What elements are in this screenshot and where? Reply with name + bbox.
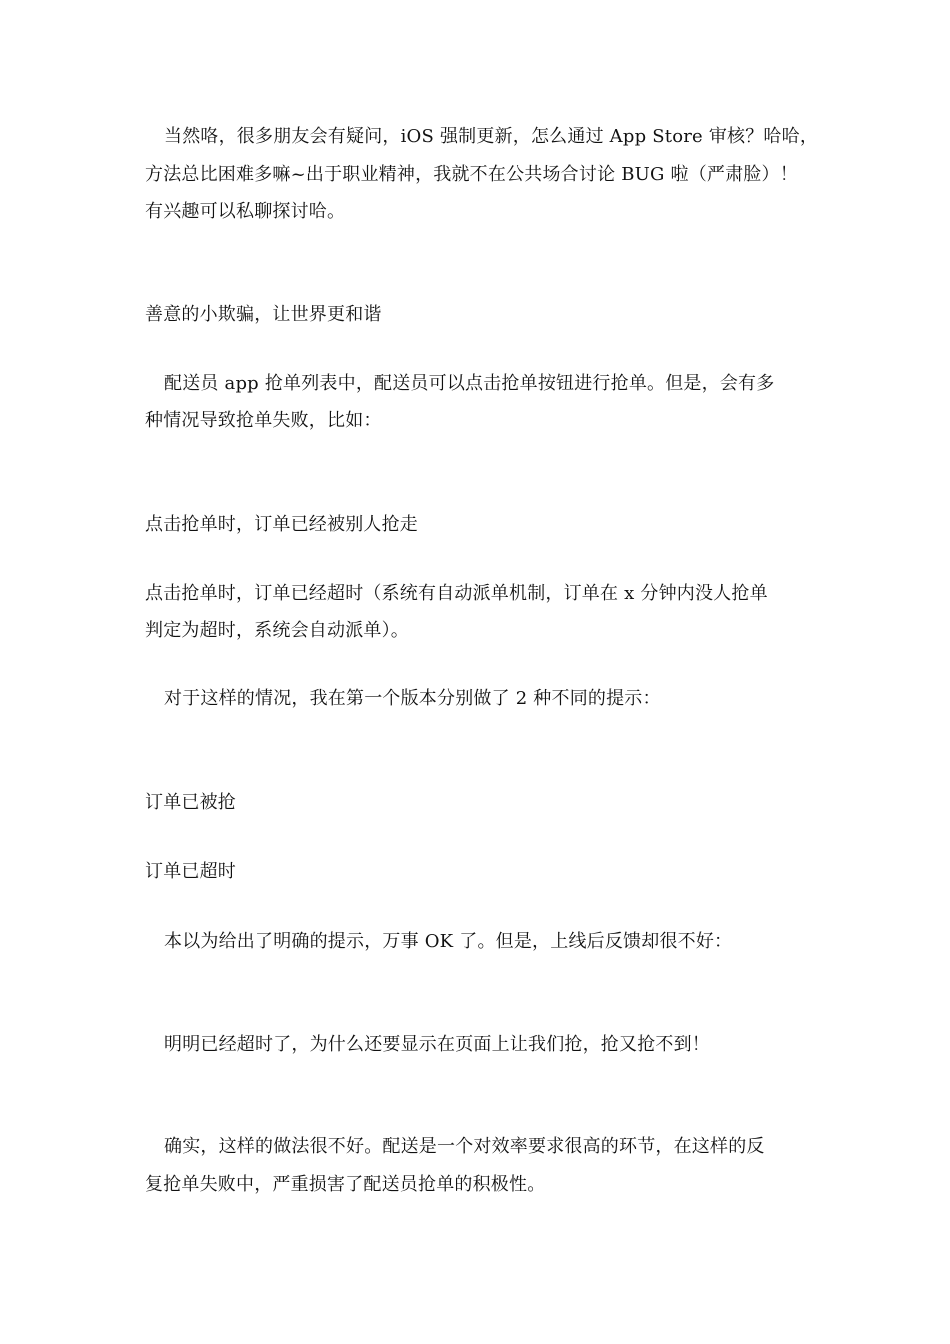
paragraph-line: 配送员 app 抢单列表中，配送员可以点击抢单按钮进行抢单。但是，会有多 (164, 373, 775, 394)
list-item: 点击抢单时，订单已经超时（系统有自动派单机制，订单在 x 分钟内没人抢单 (145, 583, 768, 604)
list-item: 订单已被抢 (145, 792, 236, 813)
paragraph-line: 当然咯，很多朋友会有疑问，iOS 强制更新，怎么通过 App Store 审核？哈哈， (164, 126, 819, 147)
paragraph-line: 有兴趣可以私聊探讨哈。 (145, 201, 346, 222)
list-item: 订单已超时 (145, 861, 236, 882)
paragraph-line: 确实，这样的做法很不好。配送是一个对效率要求很高的环节，在这样的反 (164, 1136, 765, 1157)
section-heading: 善意的小欺骗，让世界更和谐 (145, 304, 382, 325)
paragraph-line: 本以为给出了明确的提示，万事 OK 了。但是，上线后反馈却很不好： (164, 931, 733, 952)
paragraph-line: 方法总比困难多嘛~出于职业精神，我就不在公共场合讨论 BUG 啦（严肃脸）！ (145, 164, 798, 185)
quote-line: 明明已经超时了，为什么还要显示在页面上让我们抢，抢又抢不到！ (164, 1034, 710, 1055)
paragraph-line: 对于这样的情况，我在第一个版本分别做了 2 种不同的提示： (164, 688, 661, 709)
paragraph-line: 复抢单失败中，严重损害了配送员抢单的积极性。 (145, 1174, 546, 1195)
paragraph-line: 种情况导致抢单失败，比如： (145, 410, 382, 431)
list-item: 点击抢单时，订单已经被别人抢走 (145, 514, 418, 535)
list-item-continuation: 判定为超时，系统会自动派单）。 (145, 620, 409, 641)
